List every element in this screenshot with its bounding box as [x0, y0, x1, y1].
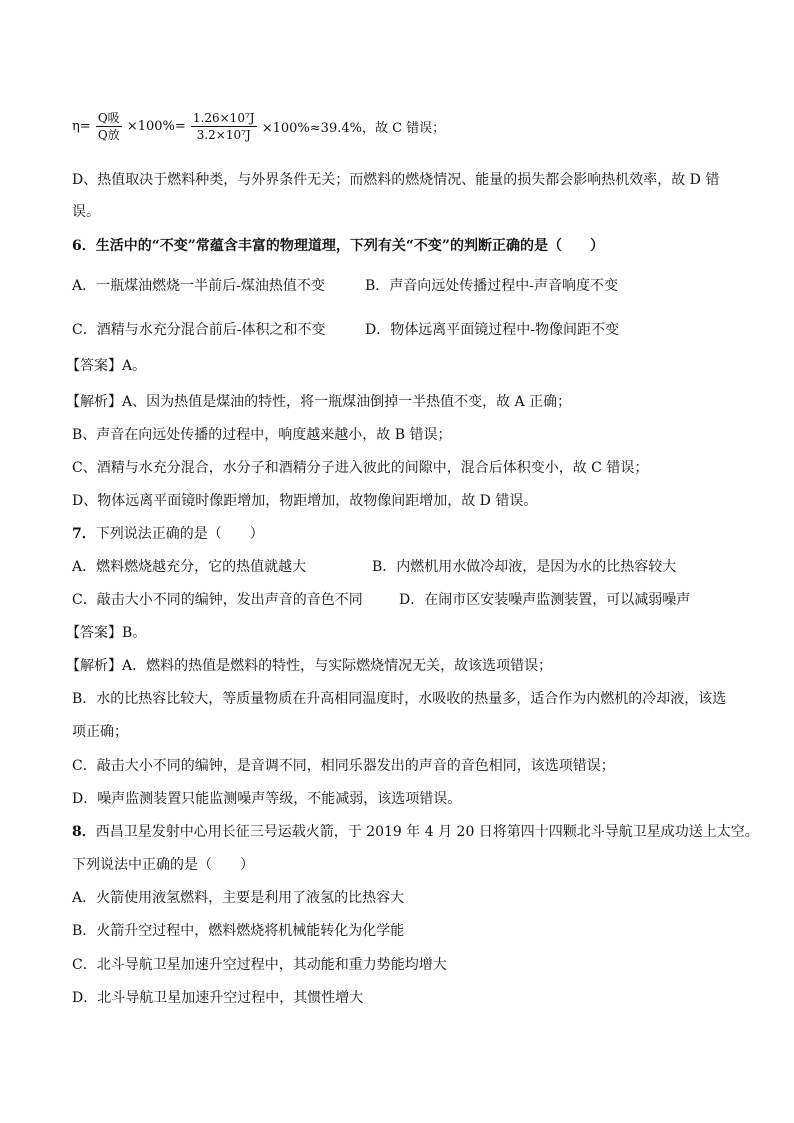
formula-fraction-values	[191, 110, 257, 143]
question-text: 生活中的“不变”常蕴含丰富的物理道理，下列有关“不变”的判断正确的是（ ）	[95, 238, 604, 254]
question-8-stem	[72, 822, 759, 842]
option-d: D．北斗导航卫星加速升空过程中，其惯性增大	[72, 990, 364, 1006]
option-d: D．在闹市区安装噪声监测装置，可以减弱噪声	[399, 592, 691, 608]
option-a: A．燃料燃烧越充分，它的热值就越大	[72, 559, 307, 575]
option-a: A．火箭使用液氢燃料，主要是利用了液氢的比热容大	[72, 890, 405, 906]
question-7-analysis: 【解析】A．燃料的热值是燃料的特性，与实际燃烧情况无关，故该选项错误；	[66, 658, 553, 674]
question-number: 6．	[72, 238, 96, 254]
formula-denominator-value: 3.2×10⁷J	[196, 128, 251, 142]
formula-result: ×100%≈39.4%，故 C 错误；	[261, 121, 446, 136]
option-b: B．内燃机用水做冷却液，是因为水的比热容较大	[372, 559, 677, 575]
question-text: 下列说法正确的是（ ）	[95, 526, 264, 542]
question-6-stem	[72, 236, 734, 256]
question-7-analysis: B．水的比热容比较大，等质量物质在升高相同温度时，水吸收的热量多，适合作为内燃机的冷却液，该选	[72, 691, 727, 707]
formula-times100: ×100%=	[126, 119, 186, 134]
question-number: 8．	[72, 824, 96, 840]
question-6-options-row1	[72, 276, 734, 296]
question-7-analysis: 项正确；	[72, 724, 128, 740]
option-b: B．火箭升空过程中，燃料燃烧将机械能转化为化学能	[72, 923, 405, 939]
formula-eta: η=	[72, 119, 91, 134]
option-a: A．一瓶煤油燃烧一半前后-煤油热值不变	[72, 278, 325, 294]
question-6-options-row2	[72, 320, 734, 340]
question-7-stem	[72, 524, 734, 544]
question-7-answer: 【答案】B。	[66, 625, 147, 641]
formula-q-released: Q放	[97, 128, 120, 142]
efficiency-formula	[72, 110, 445, 143]
question-number: 7．	[72, 526, 96, 542]
question-8-stem-cont: 下列说法中正确的是（ ）	[72, 857, 254, 873]
question-7-options-row1	[72, 557, 734, 577]
formula-fraction-q	[96, 110, 122, 143]
analysis-line: 误。	[72, 204, 100, 220]
question-6-analysis: 【解析】A、因为热值是煤油的特性，将一瓶煤油倒掉一半热值不变，故 A 正确；	[66, 394, 572, 410]
question-7-options-row2	[72, 590, 734, 610]
option-c: C．酒精与水充分混合前后-体积之和不变	[72, 322, 326, 338]
option-c: C．敲击大小不同的编钟，发出声音的音色不同	[72, 592, 363, 608]
formula-q-absorbed: Q吸	[97, 111, 120, 125]
question-7-analysis: D．噪声监测装置只能监测噪声等级，不能减弱，该选项错误。	[72, 791, 462, 807]
option-b: B．声音向远处传播过程中-声音响度不变	[365, 278, 619, 294]
analysis-line: D、热值取决于燃料种类，与外界条件无关；而燃料的燃烧情况、能量的损失都会影响热机效率，故 D 错	[72, 172, 720, 188]
formula-numerator-value: 1.26×10⁷J	[192, 111, 255, 125]
question-text: 西昌卫星发射中心用长征三号运载火箭，于 2019 年 4 月 20 日将第四十四颗北斗导航卫星成功送上太空。	[95, 824, 759, 840]
question-6-analysis: B、声音在向远处传播的过程中，响度越来越小，故 B 错误；	[72, 427, 452, 443]
question-6-answer: 【答案】A。	[66, 358, 147, 374]
question-6-analysis: D、物体远离平面镜时像距增加，物距增加，故物像间距增加，故 D 错误。	[72, 493, 538, 509]
option-c: C．北斗导航卫星加速升空过程中，其动能和重力势能均增大	[72, 957, 447, 973]
question-6-analysis: C、酒精与水充分混合，水分子和酒精分子进入彼此的间隙中，混合后体积变小，故 C 错误；	[72, 460, 649, 476]
option-d: D．物体远离平面镜过程中-物像间距不变	[365, 322, 619, 338]
question-7-analysis: C．敲击大小不同的编钟，是音调不同，相同乐器发出的声音的音色相同，该选项错误；	[72, 758, 615, 774]
